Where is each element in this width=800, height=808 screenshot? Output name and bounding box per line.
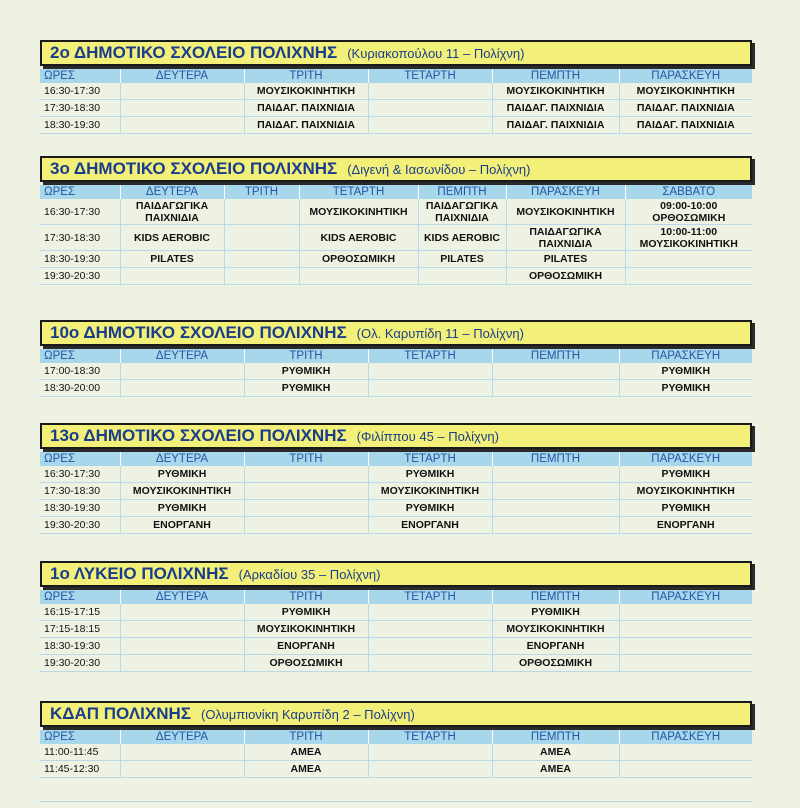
activity-cell: PILATES	[120, 251, 224, 268]
table-row	[40, 604, 752, 621]
table-row	[40, 500, 752, 517]
activity-cell: ΡΥΘΜΙΚΗ	[244, 363, 368, 380]
activity-cell	[625, 251, 752, 268]
activity-cell: ΡΥΘΜΙΚΗ	[368, 500, 492, 517]
time-slot: 16:30-17:30	[40, 199, 120, 225]
activity-cell	[120, 744, 244, 761]
activity-cell: ΑΜΕΑ	[492, 744, 619, 761]
day-header: ΠΕΜΠΤΗ	[492, 69, 619, 83]
activity-cell: ΡΥΘΜΙΚΗ	[619, 380, 752, 397]
schedule-table	[40, 730, 752, 778]
time-slot: 18:30-20:00	[40, 380, 120, 397]
time-slot: 18:30-19:30	[40, 638, 120, 655]
activity-cell	[418, 268, 506, 285]
time-slot: 18:30-19:30	[40, 500, 120, 517]
school-block	[40, 156, 752, 285]
day-header: ΔΕΥΤΕΡΑ	[120, 730, 244, 744]
day-header: ΤΕΤΑΡΤΗ	[368, 69, 492, 83]
day-header: ΤΕΤΑΡΤΗ	[299, 185, 418, 199]
table-row	[40, 380, 752, 397]
schedule-table	[40, 452, 752, 534]
day-header: ΠΑΡΑΣΚΕΥΗ	[619, 349, 752, 363]
day-header: ΤΕΤΑΡΤΗ	[368, 730, 492, 744]
activity-cell: ΜΟΥΣΙΚΟΚΙΝΗΤΙΚΗ	[619, 83, 752, 100]
day-header: ΔΕΥΤΕΡΑ	[120, 452, 244, 466]
time-slot: 16:30-17:30	[40, 83, 120, 100]
activity-cell	[368, 638, 492, 655]
school-title-bar	[40, 701, 752, 727]
table-row	[40, 225, 752, 251]
time-slot: 17:30-18:30	[40, 483, 120, 500]
activity-cell	[224, 225, 299, 251]
activity-cell	[120, 100, 244, 117]
day-header: ΤΕΤΑΡΤΗ	[368, 349, 492, 363]
activity-cell: PILATES	[418, 251, 506, 268]
activity-cell: ΑΜΕΑ	[244, 761, 368, 778]
activity-cell: ΡΥΘΜΙΚΗ	[492, 604, 619, 621]
activity-cell: ΜΟΥΣΙΚΟΚΙΝΗΤΙΚΗ	[244, 621, 368, 638]
day-header: ΤΕΤΑΡΤΗ	[368, 590, 492, 604]
day-header: ΠΑΡΑΣΚΕΥΗ	[506, 185, 625, 199]
table-row	[40, 655, 752, 672]
activity-cell: 09:00-10:00 ΟΡΘΟΣΩΜΙΚΗ	[625, 199, 752, 225]
day-header: ΤΡΙΤΗ	[244, 452, 368, 466]
activity-cell	[492, 466, 619, 483]
school-block	[40, 701, 752, 778]
activity-cell: ΜΟΥΣΙΚΟΚΙΝΗΤΙΚΗ	[368, 483, 492, 500]
activity-cell	[120, 83, 244, 100]
activity-cell: ΡΥΘΜΙΚΗ	[244, 380, 368, 397]
activity-cell: ΠΑΙΔΑΓ. ΠΑΙΧΝΙΔΙΑ	[492, 100, 619, 117]
activity-cell: ΠΑΙΔΑΓΩΓΙΚΑ ΠΑΙΧΝΙΔΙΑ	[506, 225, 625, 251]
activity-cell	[492, 483, 619, 500]
school-title-bar	[40, 40, 752, 66]
activity-cell	[120, 268, 224, 285]
activity-cell	[619, 604, 752, 621]
day-header: ΤΡΙΤΗ	[244, 590, 368, 604]
school-name: ΚΔΑΠ ΠΟΛΙΧΝΗΣ	[50, 704, 191, 723]
school-name: 10ο ΔΗΜΟΤΙΚΟ ΣΧΟΛΕΙΟ ΠΟΛΙΧΝΗΣ	[50, 323, 347, 342]
time-slot: 18:30-19:30	[40, 117, 120, 134]
school-title-bar	[40, 156, 752, 182]
activity-cell: ΡΥΘΜΙΚΗ	[120, 466, 244, 483]
activity-cell	[492, 380, 619, 397]
activity-cell	[244, 500, 368, 517]
school-title-bar	[40, 320, 752, 346]
activity-cell	[120, 380, 244, 397]
time-slot: 17:00-18:30	[40, 363, 120, 380]
table-row	[40, 483, 752, 500]
activity-cell	[368, 744, 492, 761]
time-slot: 17:30-18:30	[40, 100, 120, 117]
activity-cell: ΠΑΙΔΑΓΩΓΙΚΑ ΠΑΙΧΝΙΔΙΑ	[120, 199, 224, 225]
activity-cell: ΡΥΘΜΙΚΗ	[244, 604, 368, 621]
activity-cell	[368, 363, 492, 380]
table-row	[40, 100, 752, 117]
activity-cell: ΠΑΙΔΑΓ. ΠΑΙΧΝΙΔΙΑ	[244, 117, 368, 134]
activity-cell: KIDS AEROBIC	[418, 225, 506, 251]
activity-cell	[120, 363, 244, 380]
day-header: ΤΡΙΤΗ	[244, 730, 368, 744]
header-row	[40, 349, 752, 363]
table-row	[40, 268, 752, 285]
activity-cell: ΟΡΘΟΣΩΜΙΚΗ	[299, 251, 418, 268]
activity-cell	[120, 761, 244, 778]
activity-cell	[368, 604, 492, 621]
activity-cell: ΡΥΘΜΙΚΗ	[120, 500, 244, 517]
activity-cell	[368, 117, 492, 134]
time-slot: 16:15-17:15	[40, 604, 120, 621]
activity-cell	[299, 268, 418, 285]
school-address: (Κυριακοπούλου 11 – Πολίχνη)	[347, 45, 525, 61]
header-row	[40, 185, 752, 199]
day-header: ΠΕΜΠΤΗ	[492, 730, 619, 744]
activity-cell: ΜΟΥΣΙΚΟΚΙΝΗΤΙΚΗ	[120, 483, 244, 500]
hours-header: ΩΡΕΣ	[40, 185, 120, 199]
hours-header: ΩΡΕΣ	[40, 452, 120, 466]
activity-cell: 10:00-11:00 ΜΟΥΣΙΚΟΚΙΝΗΤΙΚΗ	[625, 225, 752, 251]
activity-cell	[120, 638, 244, 655]
activity-cell	[120, 604, 244, 621]
activity-cell: ΡΥΘΜΙΚΗ	[619, 466, 752, 483]
time-slot: 19:30-20:30	[40, 655, 120, 672]
day-header: ΤΡΙΤΗ	[244, 349, 368, 363]
activity-cell: ΠΑΙΔΑΓΩΓΙΚΑ ΠΑΙΧΝΙΔΙΑ	[418, 199, 506, 225]
table-row	[40, 517, 752, 534]
activity-cell: ΕΝΟΡΓΑΝΗ	[492, 638, 619, 655]
table-row	[40, 744, 752, 761]
activity-cell	[224, 199, 299, 225]
activity-cell: ΜΟΥΣΙΚΟΚΙΝΗΤΙΚΗ	[619, 483, 752, 500]
time-slot: 19:30-20:30	[40, 517, 120, 534]
activity-cell: KIDS AEROBIC	[299, 225, 418, 251]
activity-cell	[244, 483, 368, 500]
school-block	[40, 561, 752, 672]
schedule-table	[40, 590, 752, 672]
activity-cell	[619, 744, 752, 761]
school-block	[40, 40, 752, 134]
hours-header: ΩΡΕΣ	[40, 730, 120, 744]
activity-cell	[619, 655, 752, 672]
day-header: ΠΑΡΑΣΚΕΥΗ	[619, 590, 752, 604]
school-name: 1ο ΛΥΚΕΙΟ ΠΟΛΙΧΝΗΣ	[50, 564, 229, 583]
activity-cell	[619, 761, 752, 778]
time-slot: 19:30-20:30	[40, 268, 120, 285]
activity-cell: ΠΑΙΔΑΓ. ΠΑΙΧΝΙΔΙΑ	[619, 100, 752, 117]
header-row	[40, 452, 752, 466]
activity-cell	[120, 655, 244, 672]
activity-cell: KIDS AEROBIC	[120, 225, 224, 251]
activity-cell: ΜΟΥΣΙΚΟΚΙΝΗΤΙΚΗ	[492, 83, 619, 100]
school-title-bar	[40, 423, 752, 449]
day-header: ΠΕΜΠΤΗ	[492, 590, 619, 604]
activity-cell: ΜΟΥΣΙΚΟΚΙΝΗΤΙΚΗ	[492, 621, 619, 638]
time-slot: 17:30-18:30	[40, 225, 120, 251]
hours-header: ΩΡΕΣ	[40, 590, 120, 604]
activity-cell: ΟΡΘΟΣΩΜΙΚΗ	[506, 268, 625, 285]
activity-cell: ΡΥΘΜΙΚΗ	[619, 363, 752, 380]
schedule-table	[40, 69, 752, 134]
activity-cell	[492, 500, 619, 517]
time-slot: 17:15-18:15	[40, 621, 120, 638]
activity-cell: ΜΟΥΣΙΚΟΚΙΝΗΤΙΚΗ	[299, 199, 418, 225]
day-header: ΠΑΡΑΣΚΕΥΗ	[619, 69, 752, 83]
day-header: ΠΕΜΠΤΗ	[492, 452, 619, 466]
table-row	[40, 638, 752, 655]
school-address: (Αρκαδίου 35 – Πολίχνη)	[238, 566, 381, 582]
activity-cell	[368, 621, 492, 638]
activity-cell	[368, 83, 492, 100]
schedule-table	[40, 349, 752, 397]
day-header: ΤΕΤΑΡΤΗ	[368, 452, 492, 466]
time-slot: 16:30-17:30	[40, 466, 120, 483]
table-row	[40, 363, 752, 380]
activity-cell: ΟΡΘΟΣΩΜΙΚΗ	[492, 655, 619, 672]
activity-cell: ΟΡΘΟΣΩΜΙΚΗ	[244, 655, 368, 672]
day-header: ΠΕΜΠΤΗ	[492, 349, 619, 363]
day-header: ΠΑΡΑΣΚΕΥΗ	[619, 730, 752, 744]
school-address: (Ολυμπιονίκη Καρυπίδη 2 – Πολίχνη)	[200, 706, 415, 722]
time-slot: 11:00-11:45	[40, 744, 120, 761]
header-row	[40, 590, 752, 604]
activity-cell: ΡΥΘΜΙΚΗ	[619, 500, 752, 517]
school-block	[40, 423, 752, 534]
activity-cell: ΜΟΥΣΙΚΟΚΙΝΗΤΙΚΗ	[244, 83, 368, 100]
activity-cell	[368, 761, 492, 778]
hours-header: ΩΡΕΣ	[40, 349, 120, 363]
day-header: ΤΡΙΤΗ	[244, 69, 368, 83]
table-row	[40, 117, 752, 134]
hours-header: ΩΡΕΣ	[40, 69, 120, 83]
day-header: ΠΑΡΑΣΚΕΥΗ	[619, 452, 752, 466]
header-row	[40, 69, 752, 83]
school-name: 3ο ΔΗΜΟΤΙΚΟ ΣΧΟΛΕΙΟ ΠΟΛΙΧΝΗΣ	[50, 159, 338, 178]
activity-cell	[619, 638, 752, 655]
day-header: ΔΕΥΤΕΡΑ	[120, 185, 224, 199]
bottom-divider	[40, 801, 752, 802]
school-name: 13ο ΔΗΜΟΤΙΚΟ ΣΧΟΛΕΙΟ ΠΟΛΙΧΝΗΣ	[50, 426, 347, 445]
time-slot: 18:30-19:30	[40, 251, 120, 268]
activity-cell	[492, 517, 619, 534]
school-address: (Ολ. Καρυπίδη 11 – Πολίχνη)	[356, 325, 524, 341]
day-header: ΔΕΥΤΕΡΑ	[120, 69, 244, 83]
activity-cell	[368, 100, 492, 117]
time-slot: 11:45-12:30	[40, 761, 120, 778]
school-block	[40, 320, 752, 397]
table-row	[40, 466, 752, 483]
day-header: ΣΑΒΒΑΤΟ	[625, 185, 752, 199]
header-row	[40, 730, 752, 744]
activity-cell: ΠΑΙΔΑΓ. ΠΑΙΧΝΙΔΙΑ	[244, 100, 368, 117]
school-title-bar	[40, 561, 752, 587]
activity-cell	[625, 268, 752, 285]
activity-cell	[244, 517, 368, 534]
table-row	[40, 251, 752, 268]
table-row	[40, 83, 752, 100]
activity-cell: ΡΥΘΜΙΚΗ	[368, 466, 492, 483]
activity-cell	[120, 117, 244, 134]
activity-cell: ΑΜΕΑ	[492, 761, 619, 778]
table-row	[40, 199, 752, 225]
activity-cell: ΕΝΟΡΓΑΝΗ	[368, 517, 492, 534]
activity-cell	[244, 466, 368, 483]
day-header: ΔΕΥΤΕΡΑ	[120, 590, 244, 604]
activity-cell: ΕΝΟΡΓΑΝΗ	[244, 638, 368, 655]
school-address: (Διγενή & Ιασωνίδου – Πολίχνη)	[347, 161, 531, 177]
school-address: (Φιλίππου 45 – Πολίχνη)	[356, 428, 499, 444]
activity-cell	[224, 268, 299, 285]
activity-cell	[619, 621, 752, 638]
schedule-table	[40, 185, 752, 285]
activity-cell: ΕΝΟΡΓΑΝΗ	[120, 517, 244, 534]
day-header: ΔΕΥΤΕΡΑ	[120, 349, 244, 363]
table-row	[40, 761, 752, 778]
activity-cell	[120, 621, 244, 638]
day-header: ΠΕΜΠΤΗ	[418, 185, 506, 199]
activity-cell: ΑΜΕΑ	[244, 744, 368, 761]
activity-cell	[224, 251, 299, 268]
activity-cell	[492, 363, 619, 380]
activity-cell: ΕΝΟΡΓΑΝΗ	[619, 517, 752, 534]
school-name: 2ο ΔΗΜΟΤΙΚΟ ΣΧΟΛΕΙΟ ΠΟΛΙΧΝΗΣ	[50, 43, 338, 62]
activity-cell	[368, 655, 492, 672]
activity-cell: ΠΑΙΔΑΓ. ΠΑΙΧΝΙΔΙΑ	[492, 117, 619, 134]
activity-cell: ΜΟΥΣΙΚΟΚΙΝΗΤΙΚΗ	[506, 199, 625, 225]
activity-cell	[368, 380, 492, 397]
activity-cell: PILATES	[506, 251, 625, 268]
table-row	[40, 621, 752, 638]
activity-cell: ΠΑΙΔΑΓ. ΠΑΙΧΝΙΔΙΑ	[619, 117, 752, 134]
day-header: ΤΡΙΤΗ	[224, 185, 299, 199]
